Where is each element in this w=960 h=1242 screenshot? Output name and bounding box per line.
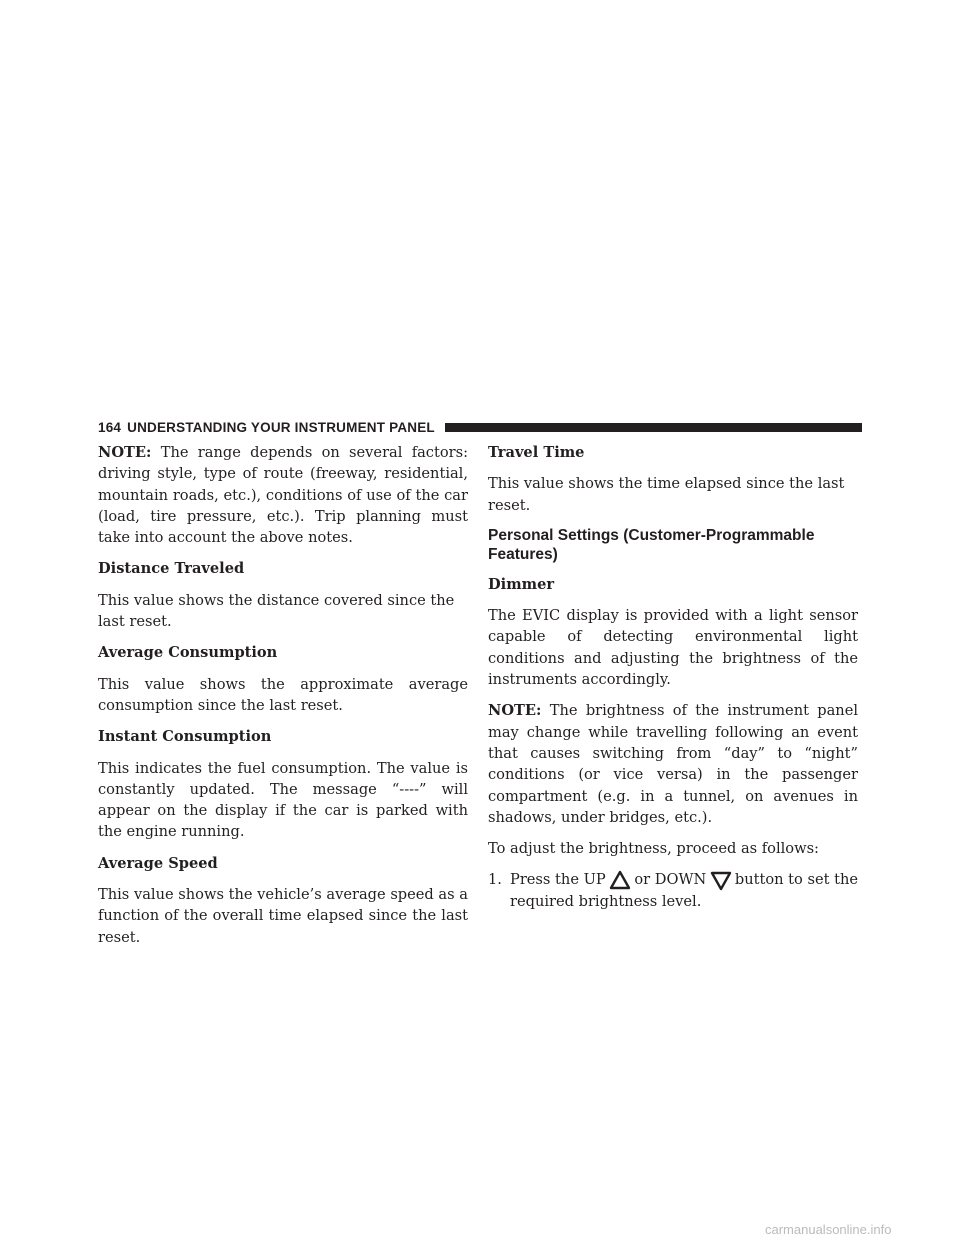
- watermark: carmanualsonline.info: [765, 1222, 892, 1237]
- personal-settings-heading: Personal Settings (Customer-Programmable Features): [488, 526, 815, 563]
- header-rule: [445, 423, 862, 432]
- left-column: [98, 442, 468, 948]
- average-consumption-heading: Average Consumption: [98, 644, 278, 662]
- page-header: [98, 418, 862, 436]
- instant-consumption-text: This indicates the fuel consumption. The value is constantly updated. The message “----” will appear on the display if the car is parked with the engine running.: [98, 759, 468, 841]
- average-speed-text: This value shows the vehicle’s average speed as a function of the overall time elapsed since the last reset.: [98, 886, 468, 946]
- dimmer-text: The EVIC display is provided with a light sensor capable of detecting environmental light conditions and adjusting the brightness of the instruments accordingly.: [488, 607, 858, 689]
- brightness-note: [488, 700, 858, 828]
- page-number: 164: [98, 419, 122, 435]
- travel-time-text: This value shows the time elapsed since the last reset.: [488, 475, 845, 514]
- average-consumption-text: This value shows the approximate average consumption since the last reset.: [98, 675, 468, 714]
- down-arrow-icon: [710, 870, 732, 891]
- note-label: NOTE:: [488, 702, 542, 720]
- section-title: UNDERSTANDING YOUR INSTRUMENT PANEL: [127, 419, 435, 435]
- step-text-or-down: or DOWN: [634, 871, 707, 889]
- note-text: The brightness of the instrument panel may change while travelling following an event that causes switching from “day” to “night” conditions (or vice versa) in the passenger compartment (e.g. in a tunnel, on avenues in shadows, under bridges, etc.).: [488, 702, 859, 826]
- range-note: [98, 442, 468, 548]
- up-arrow-icon: [609, 870, 631, 891]
- note-label: NOTE:: [98, 444, 152, 461]
- distance-traveled-heading: Distance Traveled: [98, 560, 245, 578]
- instant-consumption-heading: Instant Consumption: [98, 728, 272, 746]
- step-1: [488, 869, 858, 912]
- adjust-brightness-intro: To adjust the brightness, proceed as follows:: [488, 840, 819, 858]
- travel-time-heading: Travel Time: [488, 444, 585, 461]
- step-text-button-to-set: button to set the: [734, 871, 858, 889]
- note-text: The range depends on several factors: driving style, type of route (freeway, residential, mountain roads, etc.), conditions of use of the car (load, tire pressure, etc.). Trip planning must take into account the above notes.: [98, 444, 469, 547]
- step-text-press-up: Press the UP: [510, 871, 606, 889]
- step-number: 1.: [488, 871, 502, 889]
- average-speed-heading: Average Speed: [98, 854, 218, 872]
- right-column: [488, 442, 858, 912]
- dimmer-heading: Dimmer: [488, 575, 555, 593]
- distance-traveled-text: This value shows the distance covered since the last reset.: [98, 591, 455, 631]
- step-text-brightness-level: required brightness level.: [510, 892, 702, 910]
